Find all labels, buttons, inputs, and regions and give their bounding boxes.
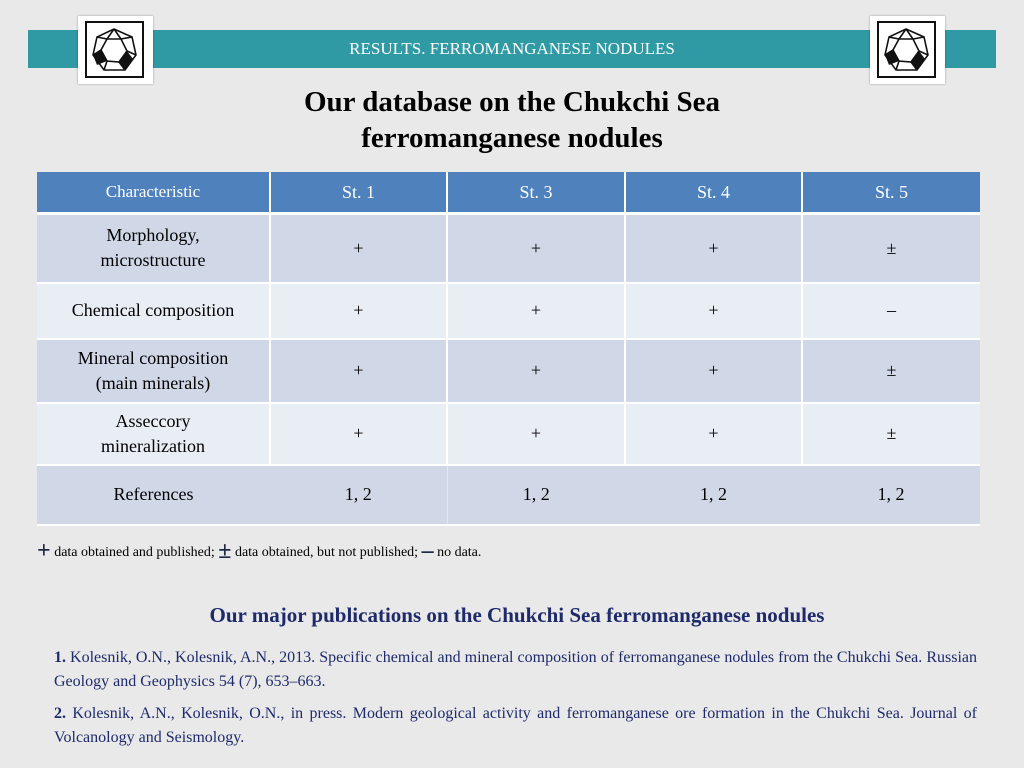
table-row — [37, 339, 980, 403]
table-cell: 1, 2 — [625, 465, 802, 525]
publication-text: Kolesnik, O.N., Kolesnik, A.N., 2013. Specific chemical and mineral composition of ferromanganese nodules from the Chukchi Sea. Russian Geology and Geophysics 54 (7), 653–663. — [54, 649, 977, 690]
table-header-row — [37, 172, 980, 214]
table-cell: + — [447, 403, 625, 465]
row-label-line: mineralization — [101, 435, 205, 456]
table-cell: ± — [802, 403, 980, 465]
row-label — [37, 214, 270, 283]
row-label-line: microstructure — [100, 250, 206, 271]
row-label — [37, 403, 270, 465]
table-row — [37, 403, 980, 465]
row-label-line: References — [113, 484, 194, 504]
table-cell: + — [270, 339, 447, 403]
page-title — [0, 84, 1024, 156]
polyhedron-logo-icon — [89, 25, 140, 74]
polyhedron-logo-icon — [881, 25, 932, 74]
page-title-line2: ferromanganese nodules — [361, 122, 663, 154]
table-cell: – — [802, 283, 980, 339]
row-label — [37, 283, 270, 339]
table-cell: + — [447, 283, 625, 339]
table-cell: ± — [802, 339, 980, 403]
logo-right — [870, 16, 945, 84]
table-row — [37, 283, 980, 339]
row-label-line: (main minerals) — [95, 372, 211, 393]
database-table — [37, 172, 980, 526]
table-cell: 1, 2 — [802, 465, 980, 525]
logo-left — [78, 16, 153, 84]
table-cell: + — [270, 403, 447, 465]
publication-item — [54, 702, 977, 750]
column-header: Characteristic — [37, 172, 270, 214]
table-cell: + — [625, 283, 802, 339]
table-legend — [37, 538, 481, 566]
table-cell: + — [447, 214, 625, 283]
publication-item — [54, 646, 977, 694]
column-header: St. 3 — [447, 172, 625, 214]
column-header: St. 5 — [802, 172, 980, 214]
legend-pm-text: data obtained, but not published; — [231, 545, 422, 560]
table-cell: + — [270, 214, 447, 283]
publication-number: 2. — [54, 705, 66, 722]
publication-number: 1. — [54, 649, 66, 666]
row-label-line: Morphology, — [106, 225, 200, 246]
row-label-line: Mineral composition — [77, 347, 229, 368]
table-cell: + — [270, 283, 447, 339]
publication-text: Kolesnik, A.N., Kolesnik, O.N., in press. Modern geological activity and ferromanganese ore formation in the Chukchi Sea. Journal of Volcanology and Seismology. — [54, 705, 977, 746]
table-cell: 1, 2 — [447, 465, 625, 525]
legend-pm-symbol: ± — [218, 538, 232, 564]
table-row — [37, 214, 980, 283]
row-label — [37, 465, 270, 525]
table-cell: + — [625, 403, 802, 465]
table-row — [37, 465, 980, 525]
table-cell: + — [447, 339, 625, 403]
table-cell: 1, 2 — [270, 465, 447, 525]
publications-title: Our major publications on the Chukchi Sea ferromanganese nodules — [209, 603, 825, 627]
column-header: St. 4 — [625, 172, 802, 214]
legend-plus-text: data obtained and published; — [50, 545, 219, 560]
legend-plus-symbol: + — [37, 538, 51, 564]
legend-none-text: no data. — [433, 545, 482, 560]
table-cell: + — [625, 339, 802, 403]
page-title-line1: Our database on the Chukchi Sea — [303, 86, 721, 118]
row-label-line: Asseccory — [115, 410, 191, 431]
table-cell: ± — [802, 214, 980, 283]
column-header: St. 1 — [270, 172, 447, 214]
row-label-line: Chemical composition — [71, 300, 235, 320]
row-label — [37, 339, 270, 403]
legend-none-symbol: – — [421, 538, 434, 564]
header-title: RESULTS. FERROMANGANESE NODULES — [349, 39, 675, 58]
table-cell: + — [625, 214, 802, 283]
